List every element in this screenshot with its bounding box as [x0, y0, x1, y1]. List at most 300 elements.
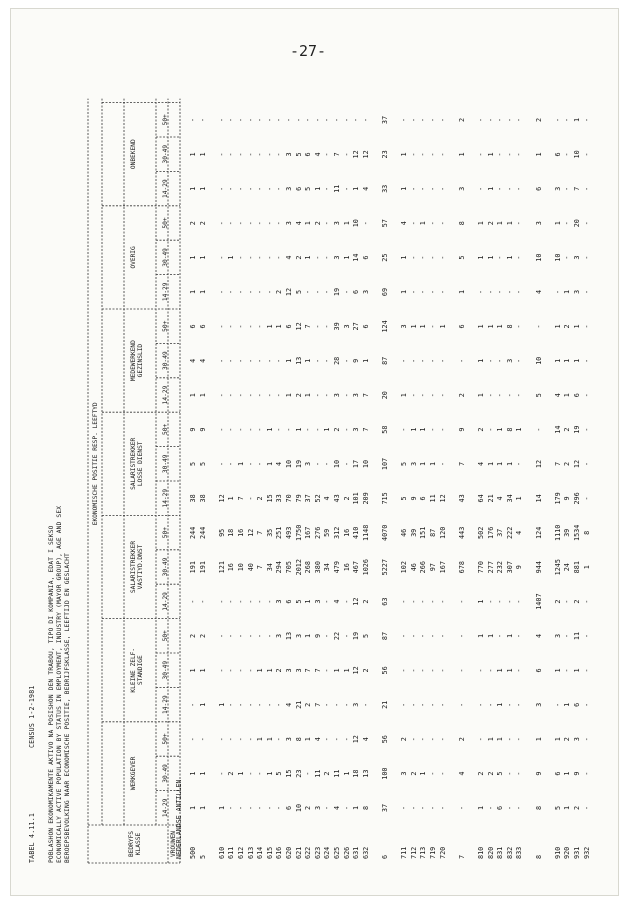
table-cell: 167: [438, 561, 447, 574]
table-cell: -: [275, 117, 284, 123]
table-cell: 1: [352, 186, 361, 191]
table-cell: -: [419, 633, 428, 639]
table-cell: 2: [198, 221, 207, 226]
table-cell: 10: [237, 563, 245, 572]
table-cell: -: [582, 152, 591, 157]
industry-code: 820: [486, 846, 495, 859]
table-cell: -: [515, 152, 524, 157]
table-cell: -: [486, 289, 495, 295]
table-cell: 244: [189, 526, 197, 539]
table-cell: 1: [198, 152, 207, 157]
table-cell: 3: [457, 186, 466, 191]
table-cell: 2: [294, 255, 303, 260]
table-cell: -: [313, 289, 322, 295]
table-cell: -: [323, 186, 332, 191]
industry-code: 810: [477, 846, 485, 859]
table-cell: 1: [198, 186, 207, 191]
table-cell: -: [342, 393, 351, 398]
table-cell: 57: [381, 219, 389, 228]
table-cell: -: [323, 152, 332, 157]
table-cell: -: [217, 461, 226, 467]
title-line: POBLASHON EKONOMIKAMENTE AKTIVO NA POSISHON DEN TRABOU, TIPO DI KOMPANIA, EDAT I SEKSO: [48, 525, 55, 863]
table-cell: -: [534, 324, 543, 329]
table-cell: 12: [573, 459, 581, 469]
table-cell: 4070: [381, 524, 389, 541]
table-cell: 1: [189, 289, 197, 295]
column-group-title: EKONOMISCHE POSITIE RESP. LEEFTYD: [92, 402, 99, 526]
table-cell: 4: [361, 737, 370, 742]
table-cell: 13: [361, 769, 370, 778]
table-cell: 1: [265, 737, 274, 742]
table-cell: 2: [457, 393, 466, 398]
table-cell: -: [563, 221, 572, 226]
table-cell: 1: [515, 427, 524, 432]
table-cell: -: [342, 633, 351, 639]
table-cell: -: [189, 599, 197, 604]
table-cell: 37: [496, 528, 505, 537]
table-cell: 1: [496, 668, 505, 673]
table-cell: -: [227, 599, 236, 604]
table-cell: 1: [227, 496, 236, 501]
table-cell: -: [477, 702, 485, 707]
table-cell: 5: [400, 461, 409, 467]
table-cell: 12: [352, 150, 361, 159]
table-cell: -: [246, 324, 255, 329]
table-cell: -: [477, 668, 485, 673]
table-cell: 1: [496, 702, 505, 707]
table-cell: 37: [381, 803, 389, 813]
table-cell: 22: [333, 631, 341, 641]
table-cell: 2: [361, 599, 370, 604]
age-column-header: 30-49: [162, 454, 169, 474]
table-cell: 1: [217, 702, 226, 707]
table-cell: 1: [198, 702, 207, 707]
table-cell: -: [409, 737, 418, 742]
table-cell: 2: [313, 221, 322, 226]
table-cell: 63: [381, 597, 389, 606]
table-cell: 33: [275, 494, 284, 503]
table-cell: -: [553, 117, 562, 123]
table-cell: -: [496, 393, 505, 398]
table-cell: -: [515, 461, 524, 467]
table-cell: 1148: [361, 524, 370, 541]
table-cell: -: [409, 702, 418, 707]
table-cell: -: [265, 221, 274, 226]
column-group-header: OVERIG: [130, 246, 137, 269]
table-cell: 1: [189, 668, 197, 673]
table-cell: -: [400, 358, 409, 363]
age-column-header: 50+: [162, 320, 169, 332]
table-cell: 34: [505, 494, 514, 503]
age-column-header: 50+: [162, 733, 169, 745]
industry-code: 931: [573, 846, 581, 859]
table-cell: 1: [505, 668, 514, 673]
table-cell: -: [563, 186, 572, 191]
table-cell: 13: [285, 631, 293, 641]
table-row-spacer: [207, 23, 217, 883]
table-cell: -: [563, 633, 572, 639]
table-cell: 2012: [294, 559, 303, 576]
table-cell: -: [237, 152, 245, 157]
table-cell: -: [515, 221, 524, 226]
table-cell: 95: [217, 528, 226, 537]
table-cell: 1407: [534, 593, 543, 610]
table-cell: -: [246, 427, 255, 432]
table-cell: 1: [400, 289, 409, 295]
table-cell: 1: [477, 393, 485, 398]
table-cell: 35: [265, 528, 274, 537]
table-cell: -: [400, 805, 409, 811]
table-cell: -: [486, 358, 495, 363]
table-cell: -: [457, 805, 466, 811]
table-cell: -: [323, 702, 332, 707]
age-column-header: 14-29: [162, 695, 169, 714]
table-cell: 1: [477, 633, 485, 639]
table-cell: 3: [400, 324, 409, 329]
table-cell: -: [323, 289, 332, 295]
table-cell: 8: [505, 324, 514, 329]
table-cell: 1: [198, 255, 207, 260]
table-cell: -: [217, 255, 226, 260]
table-cell: 59: [323, 528, 332, 537]
table-cell: 1: [313, 186, 322, 191]
industry-code: 611: [227, 846, 236, 859]
table-cell: 715: [381, 492, 389, 505]
table-cell: 8: [294, 737, 303, 742]
industry-code: 6: [381, 854, 389, 859]
table-cell: 8: [505, 427, 514, 432]
table-cell: -: [246, 496, 255, 501]
table-cell: 1: [477, 599, 485, 604]
table-cell: 9: [198, 427, 207, 432]
table-cell: -: [582, 599, 591, 604]
table-cell: 1: [361, 358, 370, 363]
table-cell: 3: [342, 324, 351, 329]
table-cell: 16: [227, 563, 236, 572]
table-cell: 23: [381, 150, 389, 159]
industry-code: 632: [361, 846, 370, 859]
table-cell: -: [227, 186, 236, 191]
table-cell: 4: [361, 186, 370, 191]
table-cell: -: [294, 117, 303, 123]
table-cell: 7: [313, 668, 322, 673]
table-cell: -: [429, 255, 437, 260]
table-cell: 1: [189, 805, 197, 811]
table-cell: -: [582, 461, 591, 467]
table-cell: -: [256, 221, 265, 226]
table-cell: 6: [352, 289, 361, 295]
table-cell: -: [515, 633, 524, 639]
table-cell: 167: [304, 526, 313, 539]
table-cell: 1: [573, 117, 581, 123]
table-cell: 2: [227, 771, 236, 776]
table-cell: -: [323, 805, 332, 811]
table-cell: 6: [534, 668, 543, 673]
table-row: [294, 23, 304, 883]
table-cell: -: [313, 358, 322, 363]
table-cell: 1110: [553, 524, 562, 541]
table-cell: -: [409, 255, 418, 260]
table-cell: -: [505, 805, 514, 811]
table-cell: -: [429, 393, 437, 398]
table-cell: 2: [563, 324, 572, 329]
table-cell: 4: [515, 530, 524, 535]
table-cell: -: [237, 805, 245, 811]
census-label: CENSUS 1-2-1981: [28, 685, 36, 748]
table-row: [582, 23, 592, 883]
table-cell: 1: [342, 221, 351, 226]
table-cell: -: [313, 324, 322, 329]
table-cell: 11: [429, 494, 437, 503]
table-cell: -: [582, 324, 591, 329]
table-row-spacer: [370, 23, 380, 883]
table-cell: -: [333, 737, 341, 742]
page-number: -27-: [289, 42, 327, 60]
table-cell: -: [438, 186, 447, 191]
table-cell: -: [515, 668, 524, 673]
table-cell: -: [515, 771, 524, 776]
table-cell: 5: [400, 496, 409, 501]
table-cell: -: [486, 805, 495, 811]
column-group-header: ONBEKEND: [130, 139, 137, 170]
table-cell: 13: [294, 356, 303, 365]
table-cell: 1: [294, 427, 303, 432]
table-cell: 944: [534, 561, 543, 574]
table-cell: 3: [304, 461, 313, 467]
table-cell: 24: [563, 563, 572, 572]
table-row-spacer: [543, 23, 553, 883]
table-cell: -: [285, 117, 293, 123]
table-cell: 4: [285, 255, 293, 260]
table-cell: 3: [553, 186, 562, 191]
table-cell: 1: [438, 324, 447, 329]
age-column-header: 50+: [162, 114, 169, 126]
table-cell: 12: [246, 528, 255, 537]
table-cell: -: [553, 702, 562, 707]
table-cell: 18: [352, 769, 361, 778]
table-cell: 1: [486, 324, 495, 329]
table-cell: -: [342, 186, 351, 191]
table-cell: -: [515, 358, 524, 363]
table-cell: 3: [505, 358, 514, 363]
table-cell: 1: [573, 358, 581, 363]
table-cell: -: [227, 393, 236, 398]
age-column-header: 30-49: [162, 248, 169, 267]
table-cell: 1: [304, 393, 313, 398]
table-row: [198, 23, 208, 883]
table-cell: 87: [381, 356, 389, 365]
column-group-header: WERKGEVER: [130, 756, 137, 791]
table-cell: 5: [294, 289, 303, 295]
table-cell: 1: [352, 805, 361, 811]
title-line: BEROEPSBEVOLKING NAAR ECONOMISCHE POSITIE, BEDRIJFSKLASSE, LEEFTIJD EN GESLACHT: [64, 552, 71, 863]
table-cell: 2: [189, 221, 197, 226]
table-cell: -: [342, 599, 351, 604]
table-cell: -: [217, 221, 226, 226]
table-cell: 3: [275, 633, 284, 639]
table-cell: 12: [352, 735, 361, 744]
table-cell: 5: [198, 461, 207, 467]
table-cell: 2: [294, 393, 303, 398]
table-cell: 1: [486, 255, 495, 260]
table-cell: 10: [534, 253, 543, 262]
table-cell: 39: [409, 528, 418, 537]
table-cell: 1: [486, 152, 495, 157]
column-group-header: KLEINE ZELF- STANDIGE: [130, 647, 144, 693]
age-column-header: 14-29: [162, 282, 169, 302]
table-cell: -: [409, 117, 418, 123]
table-cell: 1: [563, 393, 572, 398]
table-cell: 19: [294, 459, 303, 469]
industry-code: 613: [246, 846, 255, 859]
table-cell: 6: [553, 152, 562, 157]
table-cell: 493: [285, 526, 293, 539]
table-cell: -: [246, 152, 255, 157]
table-cell: -: [227, 117, 236, 123]
table-cell: -: [237, 221, 245, 226]
table-cell: 266: [419, 561, 428, 574]
table-cell: 1: [553, 358, 562, 363]
table-cell: 3: [294, 633, 303, 639]
table-cell: 69: [381, 287, 389, 297]
table-cell: 1: [275, 324, 284, 329]
table-cell: -: [429, 599, 437, 604]
table-cell: 20: [381, 391, 389, 400]
table-cell: 1: [553, 668, 562, 673]
industry-code: 910: [553, 846, 562, 859]
table-cell: 7: [313, 702, 322, 707]
table-cell: -: [256, 324, 265, 329]
table-cell: 39: [563, 528, 572, 537]
table-cell: 19: [352, 631, 361, 641]
table-cell: -: [246, 599, 255, 604]
scanned-page: [10, 8, 619, 896]
table-cell: 16: [342, 563, 351, 572]
table-cell: 1: [304, 599, 313, 604]
table-cell: -: [227, 737, 236, 742]
table-cell: 12: [352, 666, 361, 675]
table-cell: 28: [333, 356, 341, 365]
table-cell: 12: [361, 150, 370, 159]
table-cell: 40: [246, 563, 255, 572]
industry-code: 626: [342, 846, 351, 859]
table-cell: -: [265, 599, 274, 604]
table-cell: 12: [438, 494, 447, 503]
table-cell: 12: [217, 494, 226, 503]
table-cell: -: [265, 186, 274, 191]
table-cell: -: [333, 117, 341, 123]
table-cell: 7: [256, 565, 265, 570]
table-cell: -: [438, 737, 447, 742]
table-cell: -: [486, 668, 495, 673]
table-cell: 1: [486, 461, 495, 467]
table-cell: 7: [304, 668, 313, 673]
table-cell: -: [313, 117, 322, 123]
table-cell: 705: [285, 561, 293, 574]
table-cell: -: [256, 805, 265, 811]
table-cell: 179: [553, 492, 562, 505]
table-cell: -: [409, 599, 418, 604]
table-cell: 1: [505, 461, 514, 467]
table-cell: 9: [409, 496, 418, 501]
table-cell: -: [438, 702, 447, 707]
table-cell: -: [227, 289, 236, 295]
table-cell: -: [496, 255, 505, 260]
table-cell: 1: [256, 668, 265, 673]
table-cell: 43: [457, 494, 466, 503]
table-cell: 4: [198, 358, 207, 363]
table-cell: 2: [486, 771, 495, 776]
table-cell: 1: [429, 461, 437, 467]
industry-code: 616: [275, 846, 284, 859]
table-cell: -: [237, 702, 245, 707]
table-cell: 3: [285, 737, 293, 742]
table-cell: 107: [381, 457, 389, 471]
table-row: [226, 23, 236, 883]
table-cell: 1: [457, 289, 466, 295]
table-cell: -: [515, 255, 524, 260]
table-cell: 1: [477, 358, 485, 363]
table-cell: 7: [256, 530, 265, 535]
table-cell: 1750: [294, 524, 303, 541]
table-cell: 2: [486, 221, 495, 226]
table-cell: -: [265, 702, 274, 707]
table-cell: -: [217, 771, 226, 776]
table-cell: -: [304, 117, 313, 123]
table-cell: -: [246, 805, 255, 811]
table-cell: 39: [333, 322, 341, 331]
table-cell: 1: [419, 324, 428, 329]
table-cell: -: [265, 289, 274, 295]
table-cell: 79: [294, 494, 303, 503]
table-cell: 1: [400, 393, 409, 398]
table-cell: 1: [198, 805, 207, 811]
table-row: [457, 23, 467, 883]
table-cell: -: [505, 117, 514, 123]
table-cell: -: [505, 289, 514, 295]
table-cell: -: [256, 393, 265, 398]
table-cell: -: [400, 633, 409, 639]
table-cell: 34: [323, 563, 332, 572]
table-cell: -: [563, 117, 572, 123]
table-cell: 3: [352, 427, 361, 432]
table-cell: -: [237, 255, 245, 260]
industry-code: 612: [237, 846, 245, 859]
table-cell: -: [438, 599, 447, 604]
table-cell: -: [275, 702, 284, 707]
table-cell: -: [486, 702, 495, 707]
table-cell: 1: [198, 289, 207, 295]
table-cell: 2: [573, 805, 581, 811]
table-row: [284, 23, 294, 883]
table-cell: -: [505, 737, 514, 742]
table-cell: 6: [294, 186, 303, 191]
table-row: [514, 23, 524, 883]
table-cell: -: [429, 221, 437, 226]
table-cell: -: [275, 737, 284, 742]
table-cell: -: [275, 358, 284, 363]
table-cell: 2: [400, 737, 409, 742]
table-cell: 56: [381, 666, 389, 675]
table-cell: 10: [573, 150, 581, 159]
table-cell: -: [582, 633, 591, 639]
table-cell: -: [227, 152, 236, 157]
table-cell: 11: [333, 184, 341, 193]
table-label: TABEL 4.11.1: [28, 812, 36, 863]
table-cell: -: [246, 221, 255, 226]
table-cell: -: [323, 117, 332, 123]
table-cell: 9: [515, 565, 524, 570]
